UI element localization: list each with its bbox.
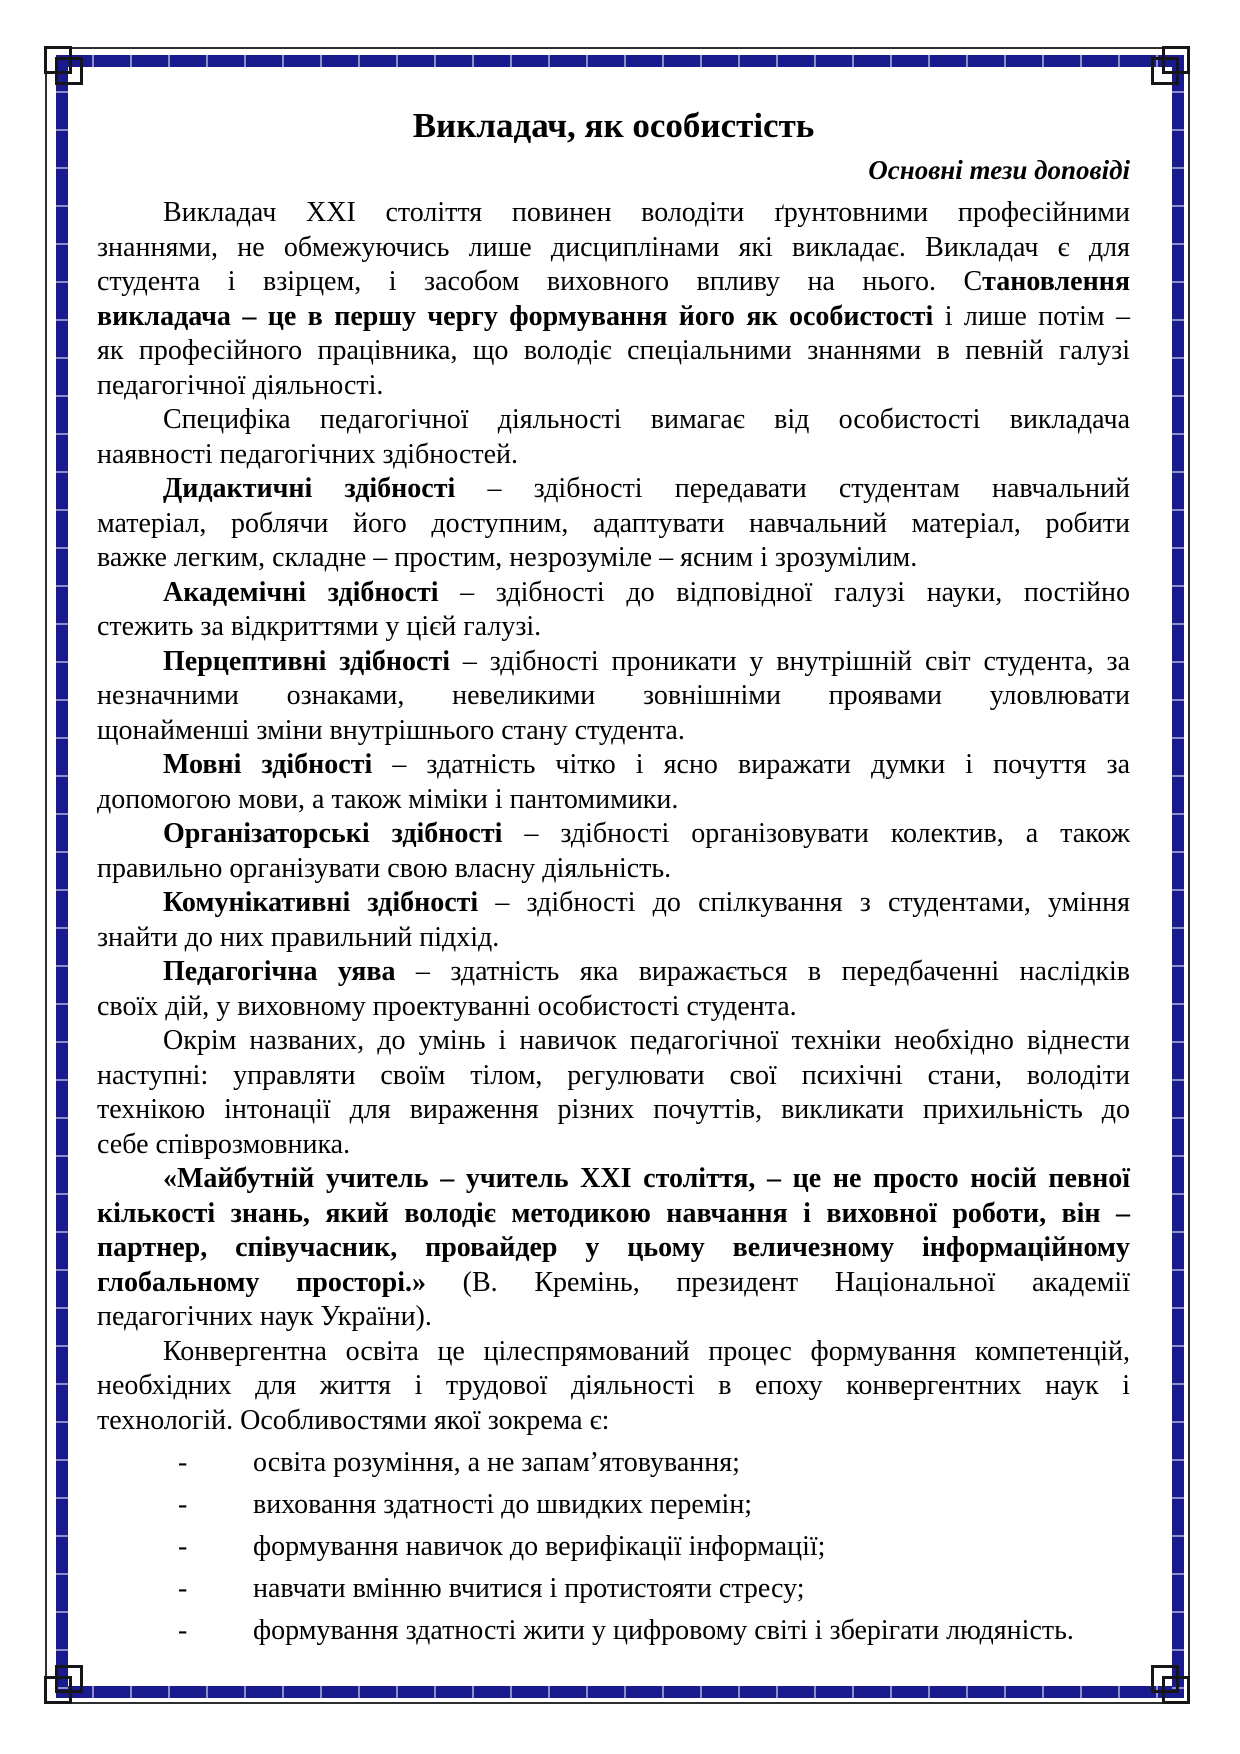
text-line xyxy=(97,748,1130,783)
text-line xyxy=(97,438,1130,473)
border-corner-square-bottom-left-inner xyxy=(55,1665,83,1693)
paragraph xyxy=(97,817,1130,886)
border-corner-square-top-right-inner xyxy=(1151,57,1179,85)
text-run: Педагогічна уява xyxy=(163,956,396,987)
text-line xyxy=(97,196,1130,231)
text-line xyxy=(97,1093,1130,1128)
text-run: технікою інтонації для вираження різних почуттів, викликати прихильність до xyxy=(97,1094,1130,1125)
text-line xyxy=(97,1197,1130,1232)
paragraph xyxy=(97,645,1130,749)
text-run: знаннями, не обмежуючись лише дисциплінами які викладає. Викладач є для xyxy=(97,231,1130,263)
text-line xyxy=(97,576,1130,611)
text-run: Перцептивні здібності xyxy=(163,645,451,677)
paragraph xyxy=(97,403,1130,472)
list-dash-marker: - xyxy=(178,1573,188,1604)
document-list xyxy=(97,1442,1130,1652)
text-run: своїх дій, у виховному проектуванні особистості студента. xyxy=(97,990,797,1022)
list-item-text: виховання здатності до швидких перемін; xyxy=(253,1489,753,1520)
text-run: необхідних для життя і трудової діяльності в епоху конвергентних наук і xyxy=(97,1370,1130,1401)
text-line xyxy=(97,1266,1130,1301)
text-run: наявності педагогічних здібностей. xyxy=(97,438,519,470)
list-item xyxy=(178,1442,1130,1484)
text-run: педагогічних наук України). xyxy=(97,1301,432,1332)
text-run: Конвергентна освіта це цілеспрямований процес формування компетенцій, xyxy=(163,1335,1130,1367)
text-line xyxy=(97,955,1130,990)
text-line xyxy=(97,714,1130,749)
text-run: – здібності передавати студентам навчальний xyxy=(455,473,1130,504)
paragraph xyxy=(97,196,1130,403)
text-run: Викладач ХХІ століття повинен володіти ґрунтовними професійними xyxy=(163,197,1130,228)
text-run: глобальному просторі.» xyxy=(97,1266,426,1298)
text-run: незначними ознаками, невеликими зовнішніми проявами уловлювати xyxy=(97,680,1130,711)
text-run: – здібності до спілкування з студентами, уміння xyxy=(478,887,1130,918)
list-item xyxy=(178,1484,1130,1526)
paragraph xyxy=(97,1335,1130,1439)
text-line xyxy=(97,679,1130,714)
border-corner-square-bottom-right-inner xyxy=(1151,1665,1179,1693)
text-line xyxy=(97,507,1130,542)
list-item-text: формування здатності жити у цифровому світі і зберігати людяність. xyxy=(253,1615,1074,1646)
document-subtitle: Основні тези доповіді xyxy=(868,155,1130,185)
text-line xyxy=(97,300,1130,335)
text-run: Комунікативні здібності xyxy=(163,887,479,918)
text-run: викладача – це в першу чергу формування його як особистості xyxy=(97,300,934,332)
text-run: Організаторські здібності xyxy=(163,818,503,849)
text-line xyxy=(97,610,1130,645)
text-run: партнер, співучасник, провайдер у цьому величезному інформаційному xyxy=(97,1232,1130,1263)
text-line xyxy=(97,1024,1130,1059)
text-run: знайти до них правильний підхід. xyxy=(97,921,500,953)
text-run: Академічні здібності xyxy=(163,576,439,608)
paragraph xyxy=(97,576,1130,645)
text-run: Мовні здібності xyxy=(163,749,373,780)
text-line xyxy=(97,403,1130,438)
text-line xyxy=(97,783,1130,818)
text-run: Специфіка педагогічної діяльності вимагає від особистості викладача xyxy=(163,404,1130,435)
list-item xyxy=(178,1568,1130,1610)
text-run: себе співрозмовника. xyxy=(97,1128,351,1160)
text-run: – здібності організовувати колектив, а також xyxy=(502,818,1130,849)
text-line xyxy=(97,1128,1130,1163)
text-run: педагогічної діяльності. xyxy=(97,369,384,401)
border-corner-square-top-left-inner xyxy=(55,57,83,85)
text-line xyxy=(97,1231,1130,1266)
paragraph xyxy=(97,472,1130,576)
text-run: як професійного працівника, що володіє спеціальними знаннями в певній галузі xyxy=(97,335,1130,366)
text-run: тановлення xyxy=(982,266,1130,297)
text-line xyxy=(97,334,1130,369)
document-content xyxy=(97,92,1130,1652)
paragraph xyxy=(97,955,1130,1024)
text-run: кількості знань, який володіє методикою навчання і виховної роботи, він – xyxy=(97,1197,1130,1229)
text-run: наступні: управляти своїм тілом, регулювати свої психічні стани, володіти xyxy=(97,1059,1130,1091)
text-run: – здатність чітко і ясно виражати думки і почуття за xyxy=(372,749,1130,780)
list-item-text: навчати вмінню вчитися і протистояти стресу; xyxy=(253,1573,805,1604)
text-run: допомогою мови, а також міміки і пантомимики. xyxy=(97,783,679,815)
text-run: «Майбутній учитель – учитель ХХІ століття, – це не просто носій певної xyxy=(163,1163,1130,1194)
text-line xyxy=(97,472,1130,507)
text-run: правильно організувати свою власну діяльність. xyxy=(97,852,672,884)
text-run: технологій. Особливостями якої зокрема є: xyxy=(97,1404,610,1436)
text-run: щонайменші зміни внутрішнього стану студента. xyxy=(97,714,685,746)
list-dash-marker: - xyxy=(178,1489,188,1520)
text-line xyxy=(97,852,1130,887)
list-dash-marker: - xyxy=(178,1615,188,1646)
paragraph xyxy=(97,1024,1130,1162)
list-item-text: формування навичок до верифікації інформації; xyxy=(253,1531,826,1562)
text-run: і лише потім – xyxy=(933,300,1130,332)
document-body xyxy=(97,196,1130,1438)
text-run: Дидактичні здібності xyxy=(163,473,456,504)
text-line xyxy=(97,817,1130,852)
text-run: – здатність яка виражається в передбаченні наслідків xyxy=(395,956,1130,987)
text-line xyxy=(97,541,1130,576)
text-run: – здібності проникати у внутрішній світ студента, за xyxy=(450,645,1130,677)
text-line xyxy=(97,1162,1130,1197)
text-line xyxy=(97,886,1130,921)
text-line xyxy=(97,1300,1130,1335)
text-line xyxy=(97,369,1130,404)
paragraph xyxy=(97,748,1130,817)
text-run: (В. Кремінь, президент Національної академії xyxy=(425,1266,1130,1298)
paragraph xyxy=(97,886,1130,955)
text-run: студента і взірцем, і засобом виховного впливу на нього. С xyxy=(97,266,983,297)
document-title: Викладач, як особистість xyxy=(412,106,815,145)
list-dash-marker: - xyxy=(178,1447,188,1478)
text-run: – здібності до відповідної галузі науки, постійно xyxy=(438,576,1130,608)
text-run: важке легким, складне – простим, незрозуміле – ясним і зрозумілим. xyxy=(97,542,918,573)
list-item xyxy=(178,1610,1130,1652)
text-line xyxy=(97,1059,1130,1094)
text-line xyxy=(97,265,1130,300)
text-line xyxy=(97,231,1130,266)
text-line xyxy=(97,1335,1130,1370)
text-run: стежить за відкриттями у цієй галузі. xyxy=(97,611,542,642)
text-line xyxy=(97,1369,1130,1404)
text-line xyxy=(97,645,1130,680)
list-item xyxy=(178,1526,1130,1568)
text-line xyxy=(97,1404,1130,1439)
text-run: матеріал, роблячи його доступним, адаптувати навчальний матеріал, робити xyxy=(97,507,1130,539)
list-item-text: освіта розуміння, а не запам’ятовування; xyxy=(253,1447,740,1478)
list-dash-marker: - xyxy=(178,1531,188,1562)
paragraph xyxy=(97,1162,1130,1335)
text-line xyxy=(97,921,1130,956)
text-run: Окрім названих, до умінь і навичок педагогічної техніки необхідно віднести xyxy=(163,1025,1130,1056)
text-line xyxy=(97,990,1130,1025)
